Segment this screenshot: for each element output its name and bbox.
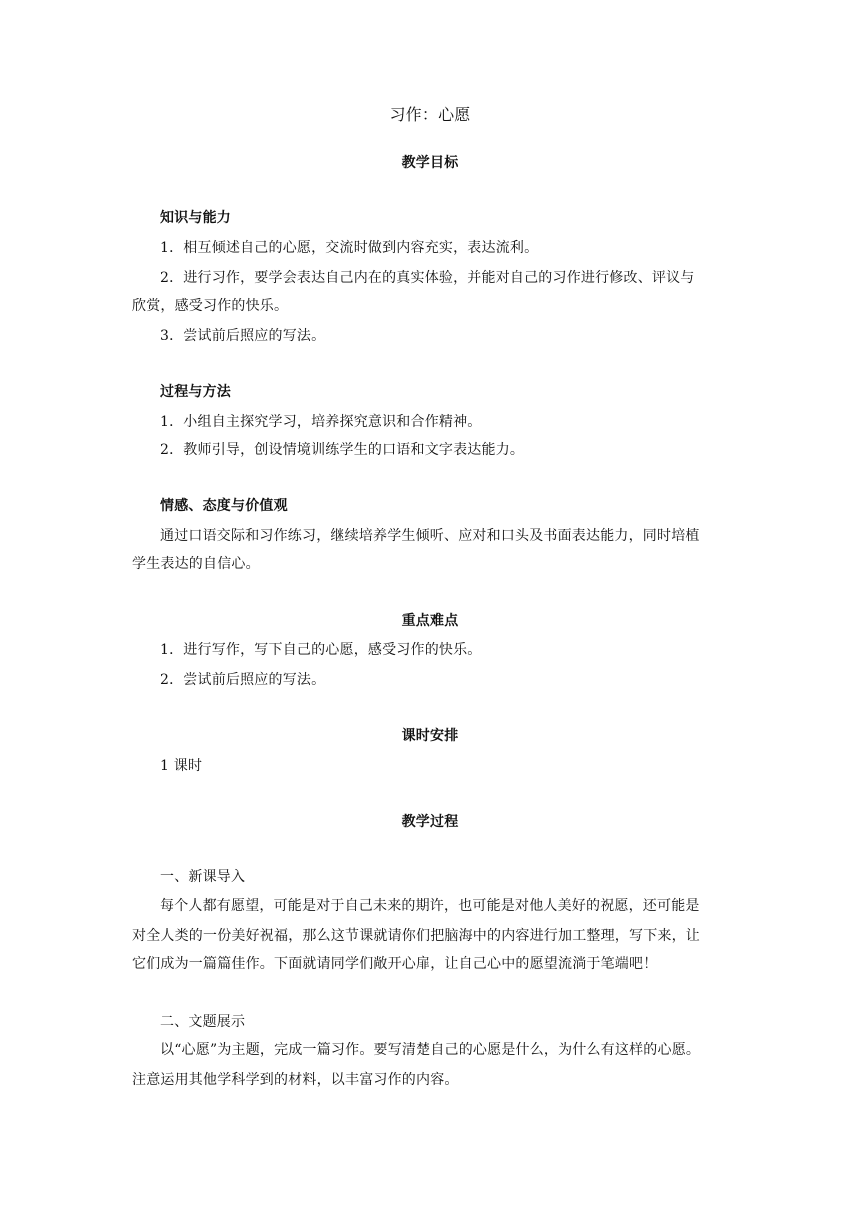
section-1-line-1: 每个人都有愿望，可能是对于自己未来的期许，也可能是对他人美好的祝愿，还可能是 [160, 898, 700, 914]
knowledge-item-2-line-1: 2．进行习作，要学会表达自己内在的真实体验，并能对自己的习作进行修改、评议与 [160, 270, 695, 286]
process-method-heading: 过程与方法 [160, 384, 231, 400]
knowledge-item-1: 1．相互倾述自己的心愿，交流时做到内容充实，表达流利。 [160, 240, 539, 256]
section-1-title: 一、新课导入 [160, 869, 246, 885]
section-2-title: 二、文题展示 [160, 1014, 246, 1030]
section-2-line-1: 以“心愿”为主题，完成一篇习作。要写清楚自己的心愿是什么，为什么有这样的心愿。 [160, 1042, 701, 1058]
process-method-item-1: 1．小组自主探究学习，培养探究意识和合作精神。 [160, 414, 482, 430]
page-title: 习作：心愿 [389, 105, 471, 124]
section-2-line-2: 注意运用其他学科学到的材料，以丰富习作的内容。 [132, 1072, 459, 1088]
schedule-value: 1 课时 [160, 758, 203, 774]
schedule-heading: 课时安排 [401, 728, 459, 744]
teaching-process-heading: 教学过程 [401, 814, 459, 830]
key-points-heading: 重点难点 [401, 613, 459, 629]
key-points-item-1: 1．进行写作，写下自己的心愿，感受习作的快乐。 [160, 642, 482, 658]
process-method-item-2: 2．教师引导，创设情境训练学生的口语和文字表达能力。 [160, 442, 525, 458]
emotion-line-1: 通过口语交际和习作练习，继续培养学生倾听、应对和口头及书面表达能力，同时培植 [160, 528, 700, 544]
objectives-heading: 教学目标 [401, 155, 459, 171]
section-1-line-2: 对全人类的一份美好祝福，那么这节课就请你们把脑海中的内容进行加工整理，写下来，让 [132, 928, 700, 944]
knowledge-item-2-line-2: 欣赏，感受习作的快乐。 [132, 298, 289, 314]
knowledge-heading: 知识与能力 [160, 210, 231, 226]
emotion-heading: 情感、态度与价值观 [160, 498, 288, 514]
section-1-line-3: 它们成为一篇篇佳作。下面就请同学们敞开心扉，让自己心中的愿望流淌于笔端吧！ [132, 956, 658, 972]
emotion-line-2: 学生表达的自信心。 [132, 556, 260, 572]
key-points-item-2: 2．尝试前后照应的写法。 [160, 672, 326, 688]
knowledge-item-3: 3．尝试前后照应的写法。 [160, 328, 326, 344]
